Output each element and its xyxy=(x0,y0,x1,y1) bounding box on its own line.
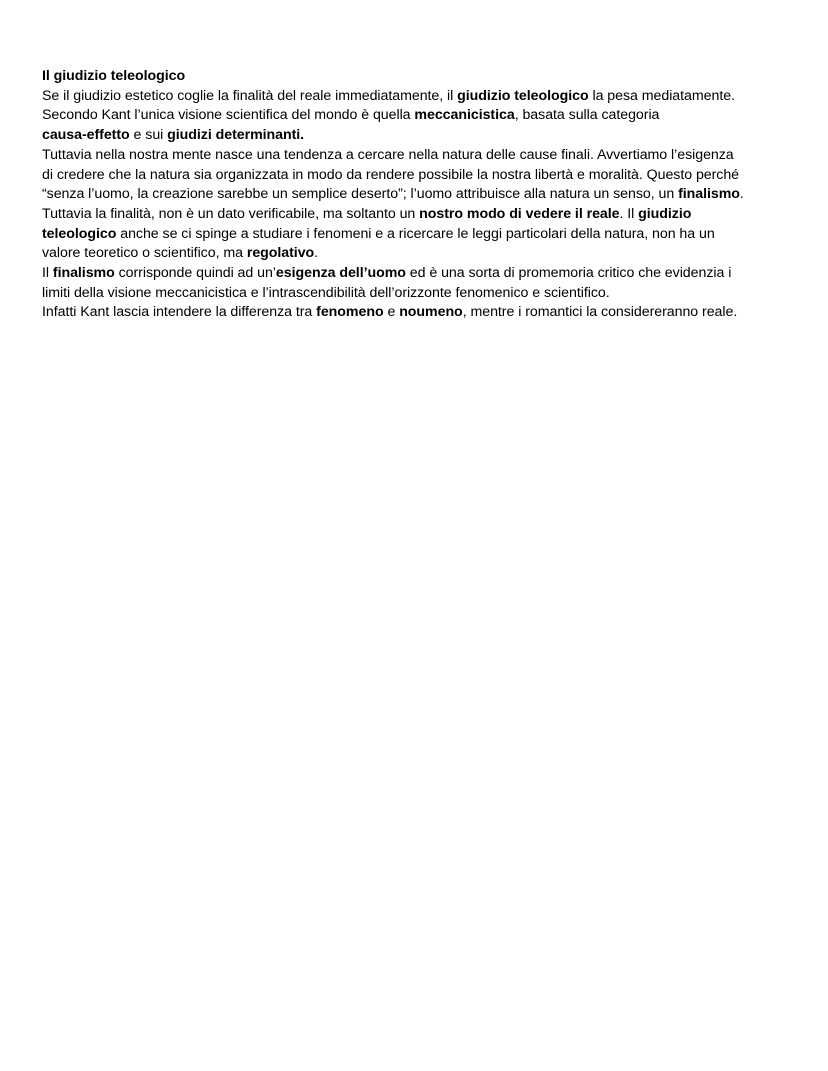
text-segment: Tuttavia nella nostra mente nasce una tendenza a cercare nella natura delle cause finali. Avvertiamo l’esigenza xyxy=(42,146,734,163)
text-segment: Il xyxy=(42,265,53,282)
text-segment: corrisponde quindi ad un’ xyxy=(114,265,276,282)
text-segment: anche se ci spinge a studiare i fenomeni e a ricercare le leggi particolari della natura, non ha un xyxy=(116,225,715,242)
text-segment: Secondo Kant l’unica visione scientifica del mondo è quella xyxy=(42,107,415,124)
text-segment: limiti della visione meccanicistica e l’intrascendibilità dell’orizzonte fenomenico e scientifico. xyxy=(42,284,610,301)
text-segment: , basata sulla categoria xyxy=(514,107,660,124)
bold-term: regolativo xyxy=(246,245,315,262)
text-segment: . xyxy=(314,245,319,262)
text-segment: la pesa mediatamente. xyxy=(588,87,735,104)
text-segment: , mentre i romantici la considereranno reale. xyxy=(462,304,738,321)
text-segment: “senza l’uomo, la creazione sarebbe un semplice deserto”; l’uomo attribuisce alla natura un senso, un xyxy=(42,186,679,203)
bold-term: finalismo xyxy=(678,186,740,203)
bold-term: nostro modo di vedere il reale xyxy=(419,205,620,222)
text-segment: di credere che la natura sia organizzata in modo da rendere possibile la nostra libertà e moralità. Questo perché xyxy=(42,166,740,183)
document-title xyxy=(42,67,802,87)
text-line xyxy=(42,205,802,225)
bold-term: causa-effetto xyxy=(42,127,130,144)
text-segment: e xyxy=(383,304,400,321)
text-line xyxy=(42,106,802,126)
bold-term: giudizio teleologico xyxy=(457,87,589,104)
text-segment: . Il xyxy=(619,205,639,222)
text-line xyxy=(42,303,802,323)
bold-term: teleologico xyxy=(42,225,117,242)
text-segment: valore teoretico o scientifico, ma xyxy=(42,245,247,262)
text-line xyxy=(42,225,802,245)
text-segment: e sui xyxy=(129,127,168,144)
text-segment: . xyxy=(739,186,744,203)
bold-term: esigenza dell’uomo xyxy=(275,265,406,282)
text-line xyxy=(42,264,802,284)
text-segment: Se il giudizio estetico coglie la finalità del reale immediatamente, il xyxy=(42,87,458,104)
bold-term: giudizio xyxy=(638,205,692,222)
bold-term: finalismo xyxy=(52,265,115,282)
text-line xyxy=(42,146,802,166)
text-line xyxy=(42,87,802,107)
text-segment: Infatti Kant lascia intendere la differenza tra xyxy=(42,304,317,321)
text-line xyxy=(42,284,802,304)
text-line xyxy=(42,185,802,205)
title-text: Il giudizio teleologico xyxy=(42,68,186,84)
bold-term: meccanicistica xyxy=(414,107,515,124)
text-line xyxy=(42,126,802,146)
document-page xyxy=(42,67,802,323)
document-body xyxy=(42,87,802,323)
text-line xyxy=(42,166,802,186)
bold-term: noumeno xyxy=(399,304,463,321)
text-line xyxy=(42,244,802,264)
bold-term: giudizi determinanti. xyxy=(167,127,305,144)
text-segment: ed è una sorta di promemoria critico che evidenzia i xyxy=(405,265,732,282)
text-segment: Tuttavia la finalità, non è un dato verificabile, ma soltanto un xyxy=(42,205,420,222)
bold-term: fenomeno xyxy=(316,304,384,321)
